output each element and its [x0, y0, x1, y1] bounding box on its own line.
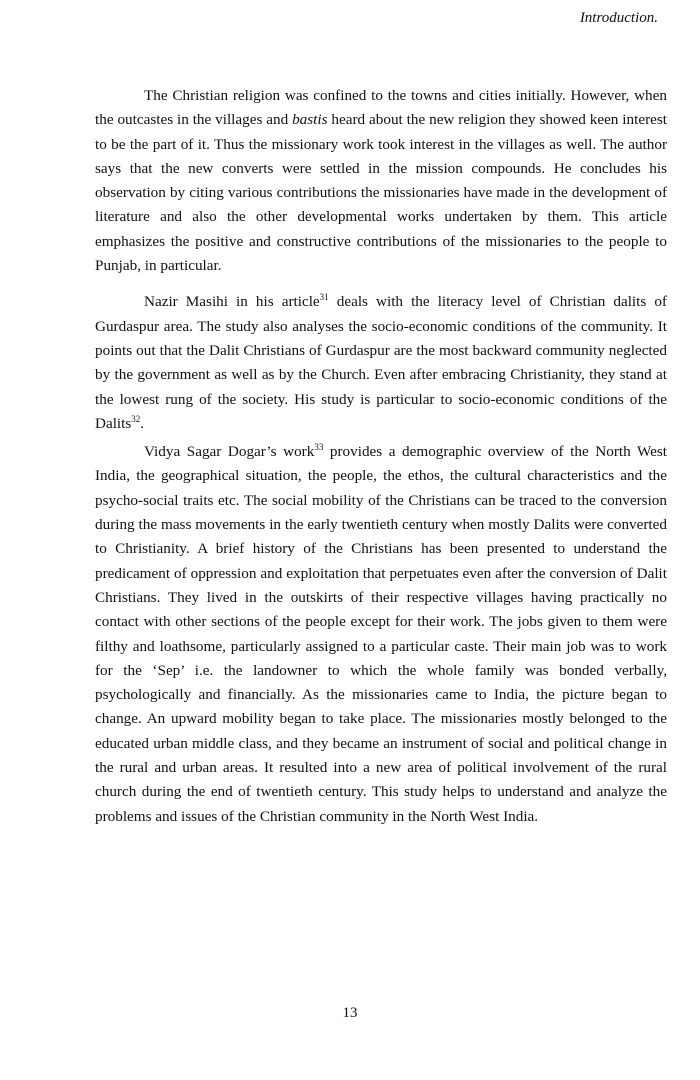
footnote-ref-32: 32 [131, 413, 141, 424]
footnote-ref-31: 31 [319, 292, 329, 303]
running-header-title: Introduction. [579, 10, 658, 26]
document-body [95, 84, 667, 829]
paragraph-3-text-b: provides a demographic overview of the North West India, the geographical situation, the people, the ethos, the cultural characteristics and the psycho-social traits etc. The social mobility of the Christians can be traced to the conversion during the mass movements in the early twentieth century when mostly Dalits were converted to Christianity. A brief history of the Christians has been presented to understand the predicament of oppression and exploitation that perpetuates even after the conversion of Dalit Christians. They lived in the outskirts of their respective villages having practically no contact with other sections of the people except for their work. The jobs given to them were filthy and loathsome, particularly assigned to a particular caste. Their main job was to work for the ‘Sep’ i.e. the landowner to which the whole family was bonded verbally, psychologically and financially. As the missionaries came to India, the picture began to change. An upward mobility began to take place. The missionaries mostly belonged to the educated urban middle class, and they became an instrument of social and political change in the rural and urban areas. It resulted into a new area of political involvement of the rural church during the end of twentieth century. This study helps to understand and analyze the problems and issues of the Christian community in the North West India. [95, 443, 667, 825]
paragraph-3 [95, 440, 667, 829]
paragraph-3-text-a: Vidya Sagar Dogar’s work [144, 443, 315, 461]
paragraph-2-text-a: Nazir Masihi in his article [144, 293, 320, 311]
paragraph-1 [95, 84, 667, 278]
footnote-ref-33: 33 [314, 442, 324, 453]
page-number: 13 [342, 1005, 358, 1021]
italic-term-bastis: bastis [292, 111, 328, 129]
paragraph-1-text-b: heard about the new religion they showed keen interest to be the part of it. Thus the missionary work took interest in the villages as well. The author says that the new converts were settled in the mission compounds. He concludes his observation by citing various contributions the missionaries have made in the development of literature and also the other developmental works undertaken by them. This article emphasizes the positive and constructive contributions of the missionaries to the people to Punjab, in particular. [95, 111, 667, 275]
paragraph-2-text-b: deals with the literacy level of Christian dalits of Gurdaspur area. The study also analyses the socio-economic conditions of the community. It points out that the Dalit Christians of Gurdaspur are the most backward community neglected by the government as well as by the Church. Even after embracing Christianity, they stand at the lowest rung of the society. His study is particular to socio-economic conditions of the Dalits [95, 293, 667, 432]
paragraph-2-text-c: . [140, 414, 145, 432]
paragraph-2 [95, 290, 667, 436]
paragraph-1-text-a: The Christian religion was confined to the towns and cities initially. However, when the outcastes in the villages and [95, 87, 667, 129]
